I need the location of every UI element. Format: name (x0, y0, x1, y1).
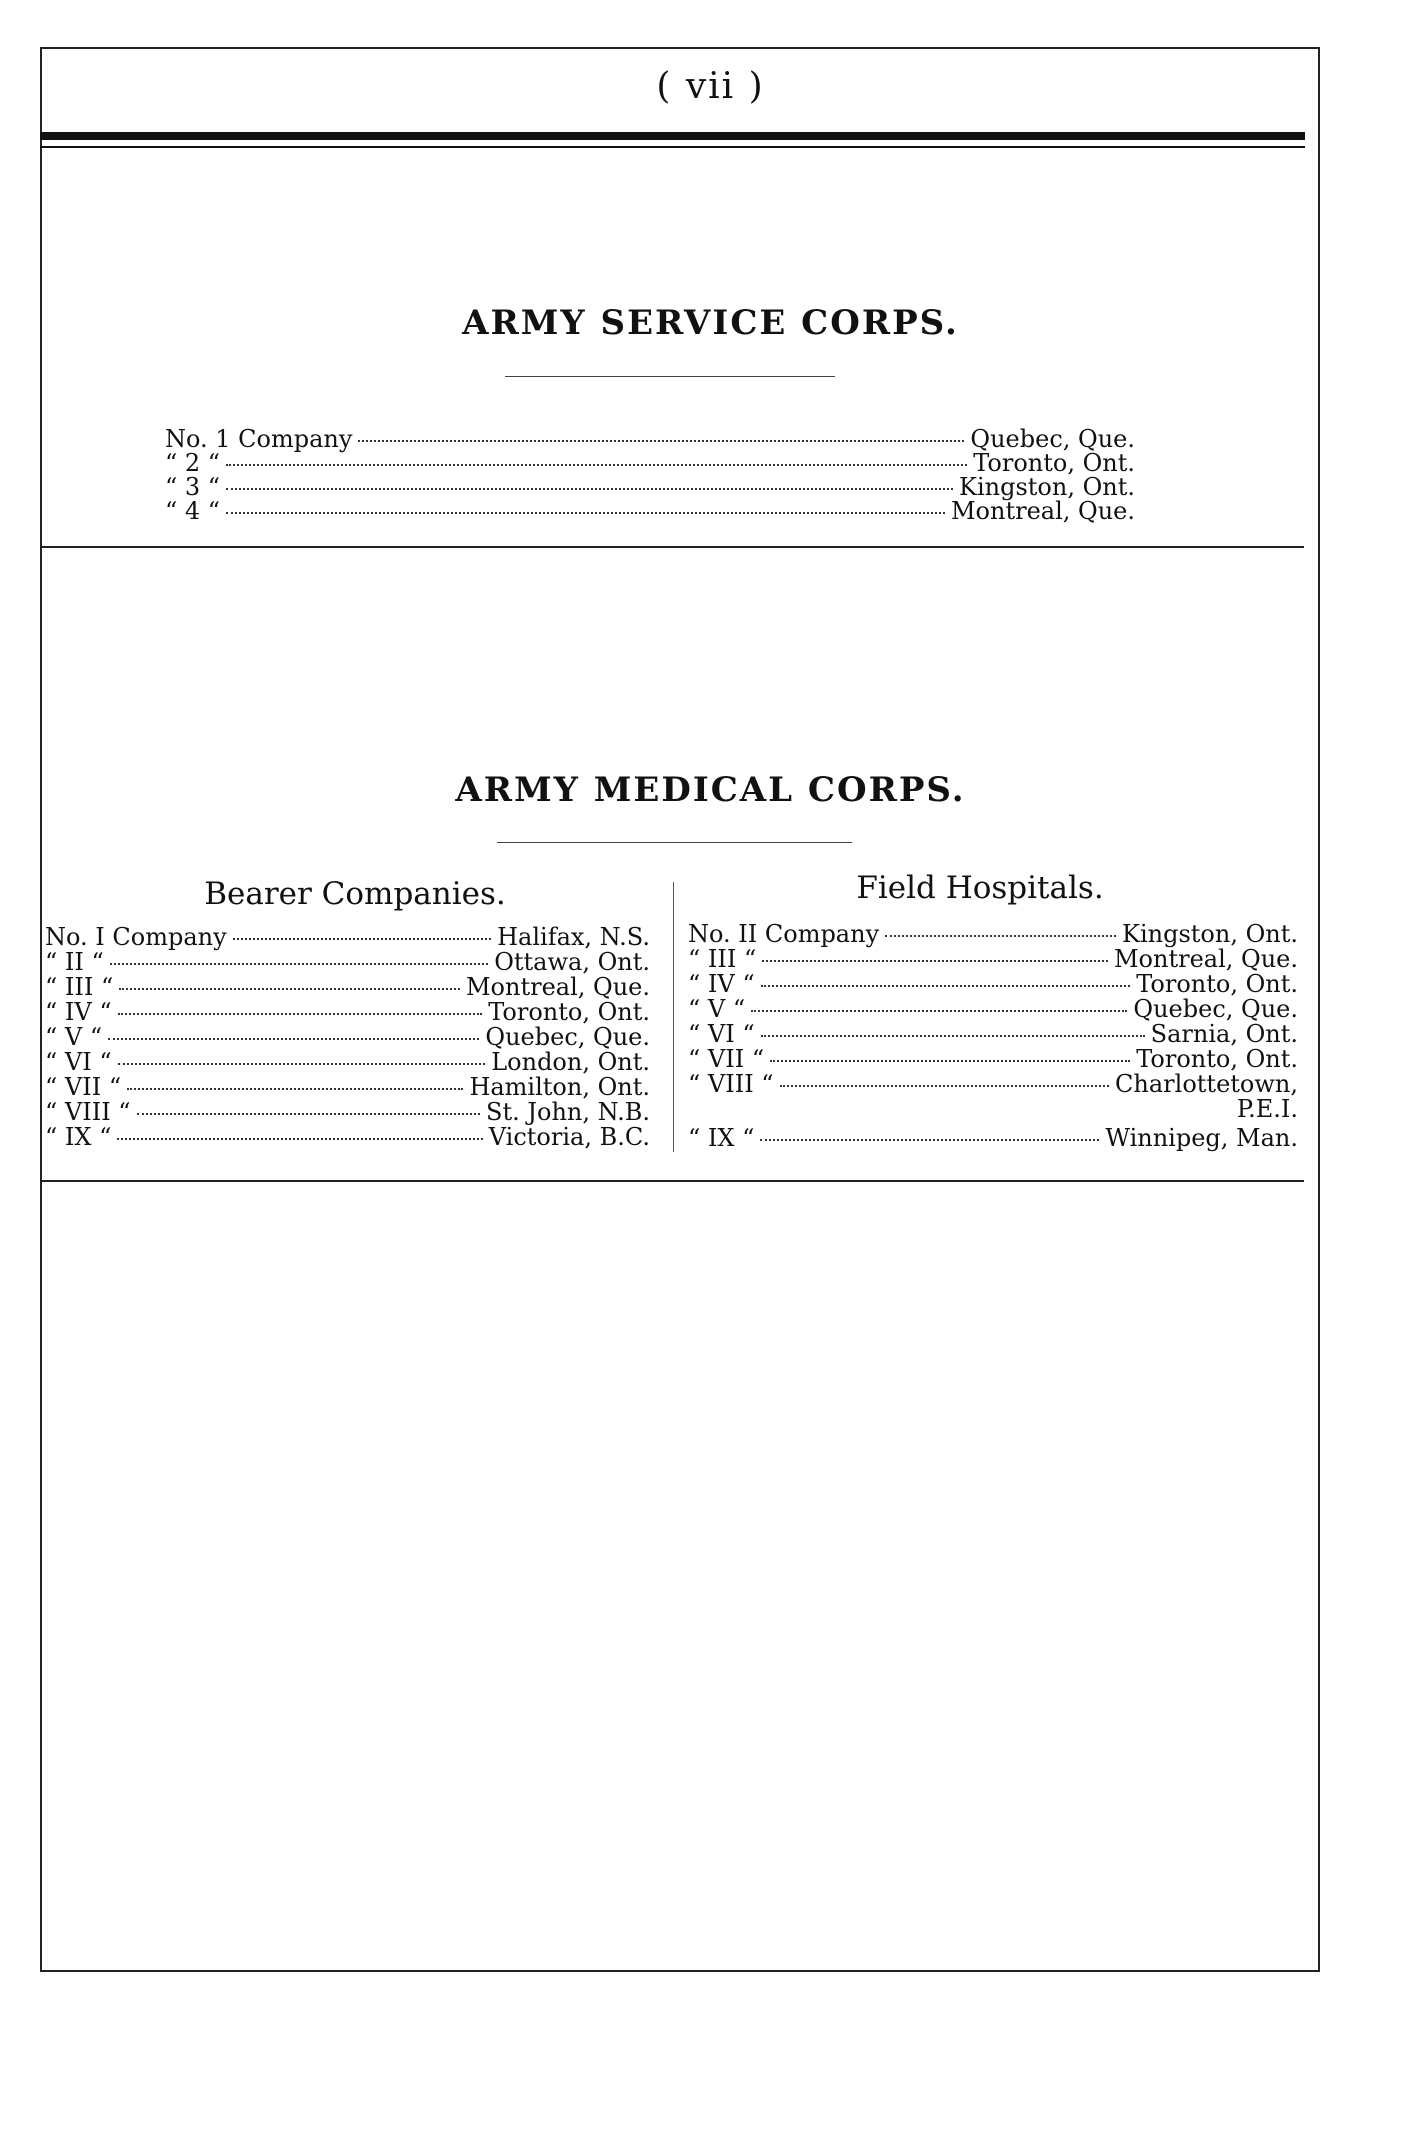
bearer-companies-heading: Bearer Companies. (204, 876, 506, 912)
dot-leader (761, 985, 1131, 987)
company-label: “ 3 “ (165, 473, 221, 501)
bearer-row (45, 1000, 650, 1024)
page-frame-bottom (40, 1970, 1320, 1972)
company-label: “ III “ (688, 945, 757, 973)
location: Quebec, Que. (970, 425, 1135, 453)
field-row (688, 947, 1298, 971)
company-label: “ IV “ (688, 970, 755, 998)
company-label: No. 1 Company (165, 425, 353, 453)
location: Charlottetown, (1115, 1070, 1298, 1098)
location: Quebec, Que. (485, 1023, 650, 1051)
company-label: No. I Company (45, 923, 227, 951)
company-label: No. II Company (688, 920, 880, 948)
location: Toronto, Ont. (973, 449, 1135, 477)
field-row (688, 922, 1298, 946)
company-label: “ VIII “ (688, 1070, 774, 1098)
company-label: “ VIII “ (45, 1098, 131, 1126)
service-corps-title: ARMY SERVICE CORPS. (462, 303, 959, 343)
dot-leader (885, 935, 1116, 937)
company-label: “ VII “ (45, 1073, 122, 1101)
service-row (165, 499, 1135, 523)
service-corps-end-rule (42, 546, 1304, 548)
company-label: “ 4 “ (165, 497, 221, 525)
dot-leader (226, 488, 953, 490)
dot-leader (118, 1013, 483, 1015)
company-label: “ VI “ (688, 1020, 755, 1048)
company-label: “ IX “ (45, 1123, 112, 1151)
field-row (688, 997, 1298, 1021)
column-divider (673, 882, 674, 1152)
company-label: “ V “ (688, 995, 746, 1023)
location: Montreal, Que. (950, 497, 1135, 525)
service-row (165, 427, 1135, 451)
medical-corps-title: ARMY MEDICAL CORPS. (455, 770, 966, 810)
bearer-row (45, 925, 650, 949)
dot-leader (119, 988, 460, 990)
location-continuation: P.E.I. (1236, 1095, 1298, 1123)
field-row (688, 1072, 1298, 1096)
dot-leader (127, 1088, 463, 1090)
field-hospitals-heading: Field Hospitals. (856, 870, 1104, 906)
dot-leader (110, 963, 488, 965)
dot-leader (751, 1010, 1127, 1012)
location: Hamilton, Ont. (469, 1073, 650, 1101)
location: Sarnia, Ont. (1150, 1020, 1298, 1048)
dot-leader (118, 1063, 486, 1065)
bearer-row (45, 1025, 650, 1049)
service-row (165, 475, 1135, 499)
medical-corps-title-rule (497, 842, 852, 843)
location: Victoria, B.C. (488, 1123, 650, 1151)
bearer-row (45, 1100, 650, 1124)
dot-leader (358, 440, 964, 442)
header-rule-thick (40, 132, 1305, 140)
dot-leader (137, 1113, 480, 1115)
dot-leader (770, 1060, 1130, 1062)
company-label: “ II “ (45, 948, 104, 976)
page-frame-top (40, 47, 1320, 49)
page-number: ( vii ) (656, 66, 765, 107)
service-corps-title-rule (505, 376, 835, 377)
service-row (165, 451, 1135, 475)
dot-leader (226, 512, 945, 514)
bearer-row (45, 1075, 650, 1099)
location: Quebec, Que. (1133, 995, 1298, 1023)
location: Montreal, Que. (465, 973, 650, 1001)
location: Toronto, Ont. (1136, 970, 1298, 998)
location: Toronto, Ont. (1136, 1045, 1298, 1073)
company-label: “ VII “ (688, 1045, 765, 1073)
bearer-row (45, 1125, 650, 1149)
company-label: “ V “ (45, 1023, 103, 1051)
location: Toronto, Ont. (488, 998, 650, 1026)
bearer-row (45, 1050, 650, 1074)
location: St. John, N.B. (486, 1098, 650, 1126)
field-row (688, 1022, 1298, 1046)
company-label: “ VI “ (45, 1048, 112, 1076)
location: London, Ont. (491, 1048, 650, 1076)
header-rule-thin (40, 146, 1305, 148)
medical-corps-end-rule (42, 1180, 1304, 1182)
company-label: “ IV “ (45, 998, 112, 1026)
dot-leader (761, 1035, 1145, 1037)
location: Montreal, Que. (1113, 945, 1298, 973)
location: Ottawa, Ont. (494, 948, 650, 976)
bearer-row (45, 950, 650, 974)
dot-leader (762, 960, 1108, 962)
company-label: “ III “ (45, 973, 114, 1001)
dot-leader (226, 464, 967, 466)
location: Halifax, N.S. (497, 923, 650, 951)
location: Kingston, Ont. (959, 473, 1135, 501)
dot-leader (233, 938, 491, 940)
dot-leader (117, 1138, 482, 1140)
company-label: “ 2 “ (165, 449, 221, 477)
field-row (688, 1126, 1298, 1150)
company-label: “ IX “ (688, 1124, 755, 1152)
dot-leader (108, 1038, 479, 1040)
field-row (688, 1047, 1298, 1071)
location: Kingston, Ont. (1122, 920, 1298, 948)
dot-leader (780, 1085, 1109, 1087)
field-row (688, 972, 1298, 996)
dot-leader (760, 1139, 1099, 1141)
location: Winnipeg, Man. (1105, 1124, 1298, 1152)
bearer-row (45, 975, 650, 999)
